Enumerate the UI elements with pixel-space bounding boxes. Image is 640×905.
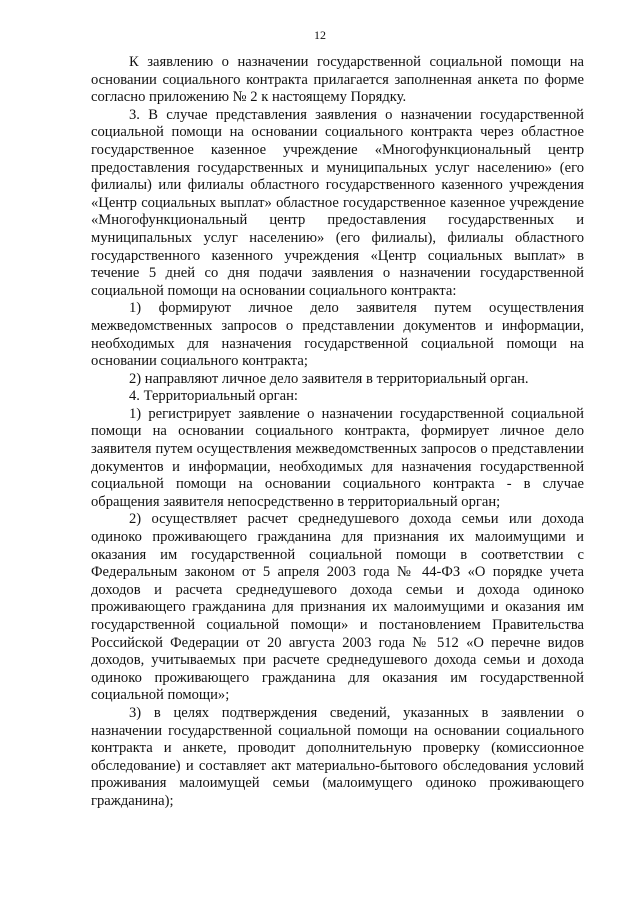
paragraph-clause-4-item-2: 2) осуществляет расчет среднедушевого дохода семьи или дохода одиноко проживающего гражданина для признания их малоимущими и оказания им государственной социальной помощи в соответствии с Федеральным законом от 5 апреля 2003 года № 44-ФЗ «О порядке учета доходов и расчета среднедушевого дохода семьи и дохода одиноко проживающего гражданина для признания их малоимущими и оказания им государственной социальной помощи» и постановлением Правительства Российской Федерации от 20 августа 2003 года № 512 «О перечне видов доходов, учитываемых при расчете среднедушевого дохода семьи и дохода одиноко проживающего гражданина для оказания им государственной социальной помощи»;	[91, 511, 584, 704]
paragraph-clause-3-item-1: 1) формируют личное дело заявителя путем осуществления межведомственных запросов о представлении документов и информации, необходимых для назначения государственной социальной помощи на основании социального контракта;	[91, 300, 584, 370]
paragraph-clause-3: 3. В случае представления заявления о назначении государственной социальной помощи на основании социального контракта через областное государственное казенное учреждение «Многофункциональный центр предоставления государственных и муниципальных услуг населению» (его филиалы) или филиалы областного государственного казенного учреждения «Центр социальных выплат» областное государственное казенное учреждение «Многофункциональный центр предоставления государственных и муниципальных услуг населению» (его филиалы), филиалы областного государственного казенного учреждения «Центр социальных выплат» в течение 5 дней со дня подачи заявления о назначении государственной социальной помощи на основании социального контракта:	[91, 106, 584, 299]
paragraph-attachment-note: К заявлению о назначении государственной социальной помощи на основании социального контракта прилагается заполненная анкета по форме согласно приложению № 2 к настоящему Порядку.	[91, 54, 584, 106]
paragraph-clause-4-item-3: 3) в целях подтверждения сведений, указанных в заявлении о назначении государственной социальной помощи на основании социального контракта и анкете, проводит дополнительную проверку (комиссионное обследование) и составляет акт материально-бытового обследования условий проживания малоимущей семьи (малоимущего одиноко проживающего гражданина);	[91, 704, 584, 809]
document-body	[91, 54, 584, 811]
page-number: 12	[314, 28, 326, 42]
paragraph-clause-3-item-2: 2) направляют личное дело заявителя в территориальный орган.	[129, 370, 529, 387]
paragraph-clause-4-item-1: 1) регистрирует заявление о назначении государственной социальной помощи на основании социального контракта, формирует личное дело заявителя путем осуществления межведомственных запросов о представлении документов и информации, необходимых для назначения государственной социальной помощи на основании социального контракта - в случае обращения заявителя непосредственно в территориальный орган;	[91, 405, 584, 510]
paragraph-clause-4: 4. Территориальный орган:	[129, 388, 298, 405]
